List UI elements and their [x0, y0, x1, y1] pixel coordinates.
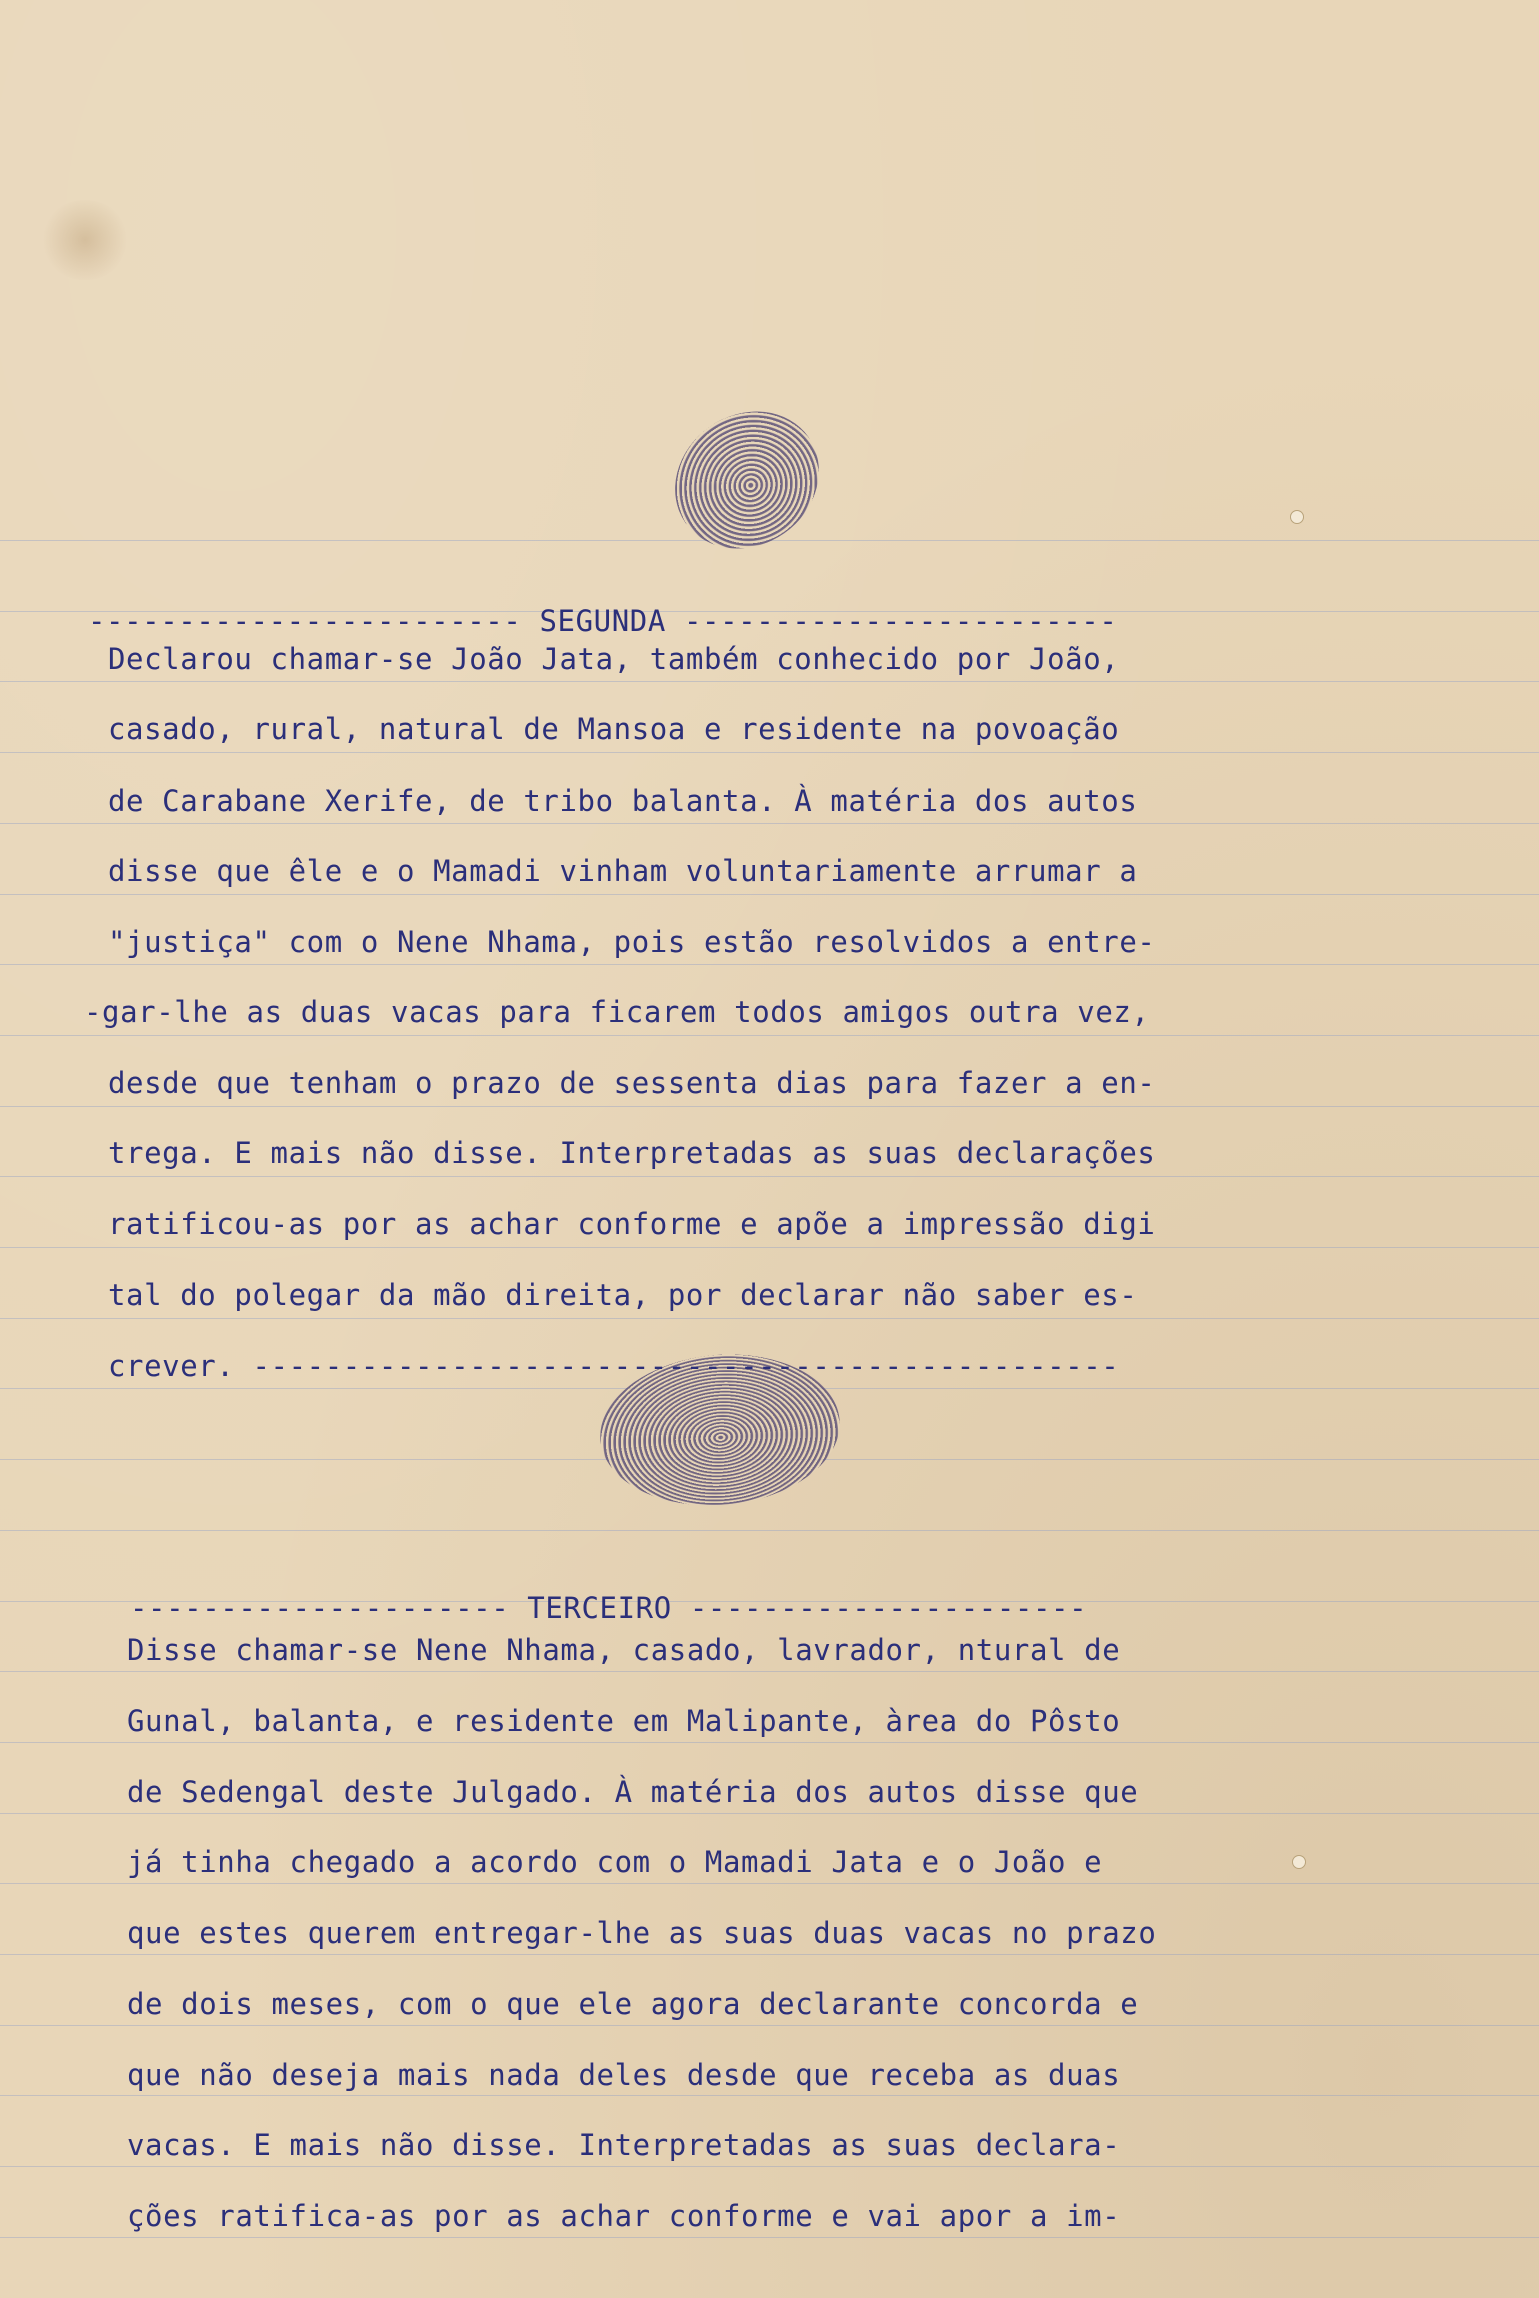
ruled-line: [0, 1106, 1539, 1107]
ruled-line: [0, 1813, 1539, 1814]
document-page: ------------------------ SEGUNDA ------------------------ Declarou chamar-se João Jata, também conhecido por João, casado, rural, natural de Mansoa e residente na povoação de Carabane Xerife, de tribo balanta. À matéria dos autos disse que êle e o Mamadi vinham voluntariamente arrumar a "justiça" com o Nene Nhama, pois estão resolvidos a entre- -gar-lhe as duas vacas para ficarem todos amigos outra vez, desde que tenham o prazo de sessenta dias para fazer a en- trega. E mais não disse. Interpretadas as suas declarações ratificou-as por as achar conforme e apõe a impressão digi tal do polegar da mão direita, por declarar não saber es- crever. ------------------------------------------------ --------------------- TERCEIRO ---------------------- Disse chamar-se Nene Nhama, casado, lavrador, ntural de Gunal, balanta, e residente em Malipante, àrea do Pôsto de Sedengal deste Julgado. À matéria dos autos disse que já tinha chegado a acordo com o Mamadi Jata e o João e que estes querem entregar-lhe as suas duas vacas no prazo de dois meses, com o que ele agora declarante concorda e que não deseja mais nada deles desde que receba as duas vacas. E mais não disse. Interpretadas as suas declara- ções ratifica-as por as achar conforme e vai apor a im-: [0, 0, 1539, 2298]
ruled-line: [0, 681, 1539, 682]
ruled-line: [0, 2166, 1539, 2167]
ruled-line: [0, 894, 1539, 895]
ruled-line: [0, 1883, 1539, 1884]
ruled-line: [0, 1035, 1539, 1036]
ruled-line: [0, 1742, 1539, 1743]
ruled-line: [0, 2237, 1539, 2238]
ruled-line: [0, 964, 1539, 965]
paper-stain: [40, 200, 130, 280]
ruled-line: [0, 1530, 1539, 1531]
ruled-line: [0, 2025, 1539, 2026]
ruled-line: [0, 1247, 1539, 1248]
ruled-line: [0, 752, 1539, 753]
ruled-line: [0, 823, 1539, 824]
section-heading-segunda: ------------------------ SEGUNDA ------------------------: [88, 604, 1118, 638]
punch-hole: [1290, 510, 1304, 524]
fingerprint-icon: [648, 384, 845, 577]
punch-hole: [1292, 1855, 1306, 1869]
ruled-line: [0, 1176, 1539, 1177]
ruled-line: [0, 1671, 1539, 1672]
ruled-line: [0, 1954, 1539, 1955]
ruled-line: [0, 1318, 1539, 1319]
section-heading-terceiro: --------------------- TERCEIRO ----------------------: [130, 1591, 1088, 1625]
ruled-line: [0, 2095, 1539, 2096]
